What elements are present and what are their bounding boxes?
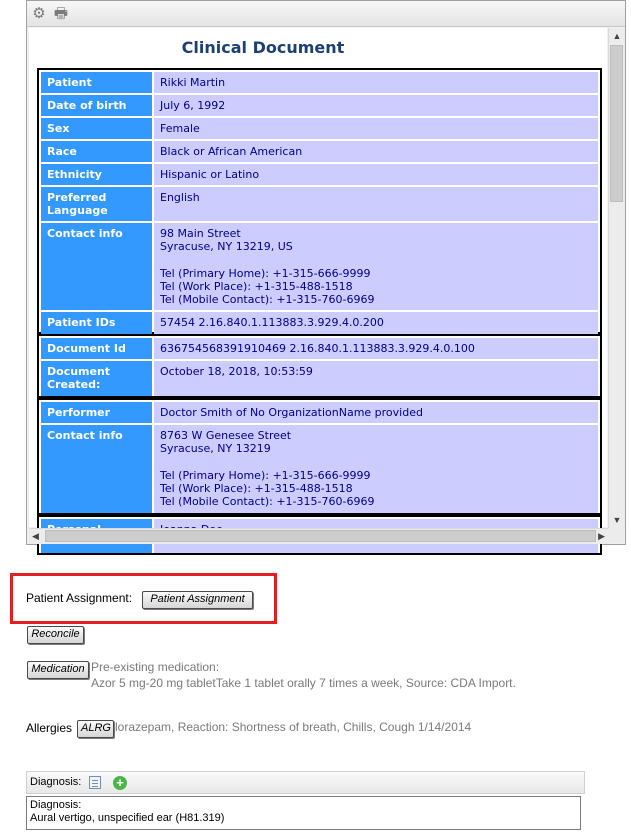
row-value: 98 Main Street Syracuse, NY 13219, US Tel (Primary Home): +1-315-666-9999 Tel (Work Place): +1-315-488-1518 Tel (Mobile Contact): +1-315-760-6969 [154, 223, 598, 310]
table-row [39, 70, 600, 93]
diagnosis-bar [26, 771, 585, 794]
scroll-down-icon[interactable]: ▼ [612, 515, 622, 525]
document-info-table [37, 334, 602, 398]
row-value: Hispanic or Latino [154, 164, 598, 185]
row-label: Race [41, 141, 152, 162]
row-value: October 18, 2018, 10:53:59 [154, 361, 598, 396]
horizontal-scrollbar[interactable] [29, 528, 608, 544]
table-row [39, 423, 600, 513]
table-row [39, 162, 600, 185]
row-label: Patient [41, 72, 152, 93]
diagnosis-box[interactable] [26, 796, 581, 830]
diagnosis-box-heading: Diagnosis: [30, 799, 82, 811]
table-row [39, 400, 600, 423]
row-label: Patient IDs [41, 312, 152, 334]
performer-table [37, 398, 602, 515]
table-row [39, 116, 600, 139]
row-label: Document Created: [41, 361, 152, 396]
table-row [39, 336, 600, 359]
table-row [39, 93, 600, 116]
list-icon[interactable] [89, 776, 101, 789]
row-value: 636754568391910469 2.16.840.1.113883.3.929.4.0.100 [154, 338, 598, 359]
row-value: 57454 2.16.840.1.113883.3.929.4.0.200 [154, 312, 598, 334]
allergies-label: Allergies [26, 721, 73, 735]
table-row [39, 310, 600, 334]
row-value: Rikki Martin [154, 72, 598, 93]
medication-heading: Pre-existing medication: [91, 660, 220, 674]
horizontal-scroll-thumb[interactable] [45, 530, 596, 542]
row-label: Performer [41, 402, 152, 423]
row-label: Contact info [41, 425, 152, 513]
row-value: 8763 W Genesee Street Syracuse, NY 13219 Tel (Primary Home): +1-315-666-9999 Tel (Work Place): +1-315-488-1518 Tel (Mobile Contact): +1-315-760-6969 [154, 425, 598, 513]
row-value: English [154, 187, 598, 221]
patient-assignment-button[interactable]: Patient Assignment [142, 591, 253, 609]
viewer-toolbar [27, 1, 625, 27]
scroll-left-icon[interactable]: ◀ [32, 531, 39, 541]
add-circle-icon[interactable]: + [113, 776, 127, 790]
table-row [39, 139, 600, 162]
clinical-document-pane [29, 28, 607, 527]
table-row [39, 221, 600, 310]
row-label: Document Id [41, 338, 152, 359]
printer-icon[interactable]: 🖶 [53, 5, 69, 22]
medication-button[interactable]: Medication [27, 661, 89, 679]
row-value: Black or African American [154, 141, 598, 162]
vertical-scroll-thumb[interactable] [610, 45, 623, 202]
reconcile-button[interactable]: Reconcile [27, 626, 84, 644]
row-value: Doctor Smith of No OrganizationName provided [154, 402, 598, 423]
row-label: Preferred Language [41, 187, 152, 221]
diagnosis-box-value: Aural vertigo, unspecified ear (H81.319) [30, 812, 225, 824]
table-row [39, 185, 600, 221]
row-label: Date of birth [41, 95, 152, 116]
medication-detail: Azor 5 mg-20 mg tabletTake 1 tablet orally 7 times a week, Source: CDA Import. [91, 676, 516, 690]
gear-icon[interactable]: ⚙ [32, 5, 46, 22]
patient-assignment-label: Patient Assignment: [26, 591, 133, 605]
patient-table [37, 68, 602, 334]
diagnosis-label: Diagnosis: [30, 776, 82, 788]
vertical-scrollbar[interactable] [608, 28, 625, 528]
table-row [39, 359, 600, 396]
row-label: Sex [41, 118, 152, 139]
row-value: Female [154, 118, 598, 139]
scrollbar-corner [608, 528, 624, 543]
scroll-right-icon[interactable]: ▶ [598, 531, 605, 541]
document-viewer [26, 0, 626, 545]
allergies-button[interactable]: ALRG [77, 720, 114, 738]
allergies-detail: lorazepam, Reaction: Shortness of breath, Chills, Cough 1/14/2014 [115, 720, 472, 734]
row-label: Contact info [41, 223, 152, 310]
scroll-up-icon[interactable]: ▲ [612, 31, 622, 41]
document-title: Clinical Document [181, 38, 345, 57]
row-label: Ethnicity [41, 164, 152, 185]
row-value: July 6, 1992 [154, 95, 598, 116]
